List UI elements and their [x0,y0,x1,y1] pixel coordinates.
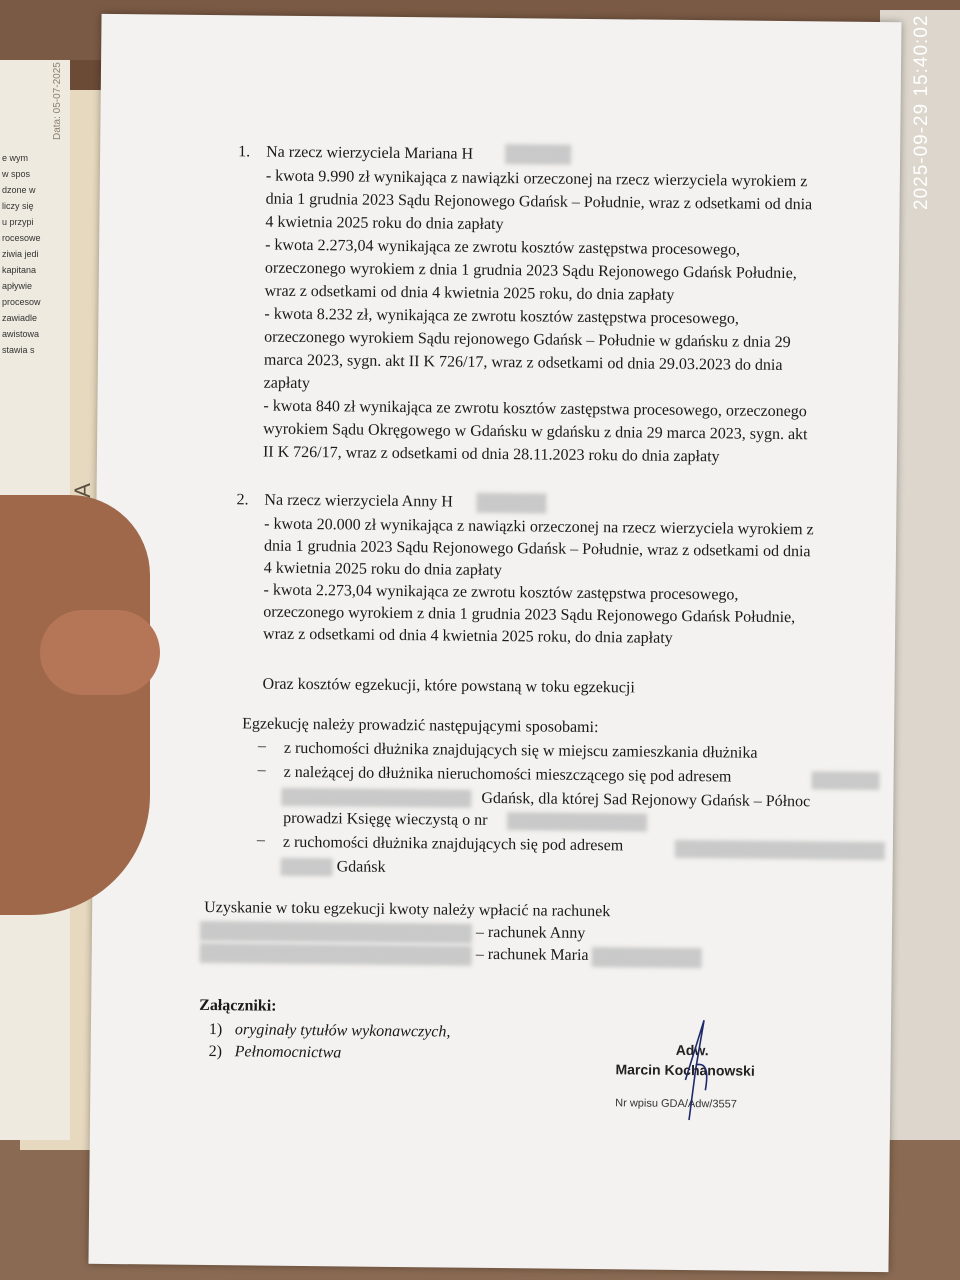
background-text-fragment: dzone w [2,185,36,195]
background-text-fragment: u przypi [2,217,34,227]
redaction [507,812,647,831]
method-3: z ruchomości dłużnika znajdujących się pod adresem [282,833,624,855]
text-line: orzeczonego wyrokiem z dnia 1 grudnia 2023 Sądu Rejonowego Gdańsk Południe, [264,259,797,283]
section1-number: 1. [238,143,251,161]
text-line: wraz z odsetkami od dnia 4 kwietnia 2025 roku, do dnia zapłaty [264,282,675,304]
redaction [200,921,472,944]
section1-heading: Na rzecz wierzyciela Mariana H [266,143,474,163]
text-line: - kwota 8.232 zł, wynikająca ze zwrotu kosztów zastępstwa procesowego, [264,305,740,328]
section2-heading: Na rzecz wierzyciela Anny H [264,491,453,511]
background-text-fragment: kapitana [2,265,37,275]
background-text-fragment: zawiadle [2,313,38,323]
background-text-fragment: rocesowe [2,233,41,243]
redaction [675,840,885,860]
photo-timestamp: 2025-09-29 15:40:02 [911,14,932,210]
method-1: z ruchomości dłużnika znajdujących się w miejscu zamieszkania dłużnika [283,739,758,762]
payment-intro: Uzyskanie w toku egzekucji kwoty należy wpłacić na rachunek [204,898,611,921]
text-line: wyrokiem Sądu Okręgowego w Gdańsku w gdańsku z dnia 29 marca 2023, sygn. akt [263,420,808,444]
thumb [40,610,160,695]
folder-date: Data: 05-07-2025 [52,62,63,140]
dash-3: – [256,831,266,849]
method-2: z należącej do dłużnika nieruchomości mieszczącego się pod adresem [283,763,732,786]
text-line: dnia 1 grudnia 2023 Sądu Rejonowego Gdańsk – Południe, wraz z odsetkami od dnia [265,190,813,214]
signature-name: Marcin Kochanowski [615,1061,755,1079]
redaction [200,943,472,966]
text-line: - kwota 840 zł wynikająca ze zwrotu kosztów zastępstwa procesowego, orzeczonego [263,397,807,421]
text-line: orzeczonego wyrokiem Sądu rejonowego Gdańsk – Południe w gdańsku z dnia 29 [264,328,791,352]
background-left-text [2,150,41,358]
dash-1: – [257,737,266,755]
handwritten-signature [665,1010,736,1141]
signature-registration: Nr wpisu GDA/Adw/3557 [615,1097,737,1111]
method-2-cont: Gdańsk, dla której Sad Rejonowy Gdańsk – Północ [481,789,811,811]
text-line: - kwota 20.000 zł wynikająca z nawiązki orzeczonej na rzecz wierzyciela wyrokiem z [264,515,814,539]
text-line: - kwota 2.273,04 wynikająca ze zwrotu kosztów zastępstwa procesowego, [263,581,739,604]
text-line: 4 kwietnia 2025 roku do dnia zapłaty [263,559,503,580]
background-text-fragment: w spos [2,169,31,179]
signature-title: Adw. [675,1041,709,1059]
background-text-fragment: stawia s [2,345,35,355]
background-text-fragment: awistowa [2,329,40,339]
attachments-title: Załączniki: [199,996,277,1015]
payment-mariana: – rachunek Maria [475,945,589,964]
redaction [592,947,702,968]
redaction [281,858,333,877]
background-text-fragment: e wym [2,153,29,163]
attachment-1-num: 1) [208,1021,223,1039]
background-text-fragment: procesow [2,297,41,307]
redaction [505,144,571,165]
attachment-2: Pełnomocnictwa [234,1043,342,1062]
hand [0,495,150,915]
text-line: dnia 1 grudnia 2023 Sądu Rejonowego Gdańsk – Południe, wraz z odsetkami od dnia [263,537,811,561]
payment-anny: – rachunek Anny [475,923,586,942]
text-line: zapłaty [263,374,310,393]
section2-number: 2. [236,491,249,509]
text-line: 4 kwietnia 2025 roku do dnia zapłaty [265,213,504,234]
method-3-cont: Gdańsk [336,858,386,876]
background-text-fragment: liczy się [2,201,34,211]
method-2-kw: prowadzi Księgę wieczystą o nr [283,809,488,829]
attachment-1: oryginały tytułów wykonawczych, [234,1021,451,1041]
attachment-2-num: 2) [208,1043,223,1061]
background-text-fragment: apływie [2,281,33,291]
text-line: orzeczonego wyrokiem z dnia 1 grudnia 2023 Sądu Rejonowego Gdańsk Południe, [263,603,796,627]
redaction [281,788,471,808]
text-line: wraz z odsetkami od dnia 4 kwietnia 2025 roku, do dnia zapłaty [262,625,673,647]
costs-line: Oraz kosztów egzekucji, które powstaną w toku egzekucji [262,675,635,697]
redaction [476,493,546,514]
text-line: - kwota 9.990 zł wynikająca z nawiązki orzeczonej na rzecz wierzyciela wyrokiem z [265,167,808,191]
redaction [811,771,879,790]
text-line: marca 2023, sygn. akt II K 726/17, wraz z odsetkami od dnia 29.03.2023 do dnia [263,351,783,374]
methods-intro: Egzekucję należy prowadzić następującymi sposobami: [242,715,599,737]
document-page [88,14,901,1272]
background-text-fragment: ziwia jedi [2,249,39,259]
text-line: - kwota 2.273,04 wynikająca ze zwrotu kosztów zastępstwa procesowego, [265,236,741,259]
dash-2: – [257,761,266,779]
text-line: II K 726/17, wraz z odsetkami od dnia 28.11.2023 roku do dnia zapłaty [262,443,720,466]
